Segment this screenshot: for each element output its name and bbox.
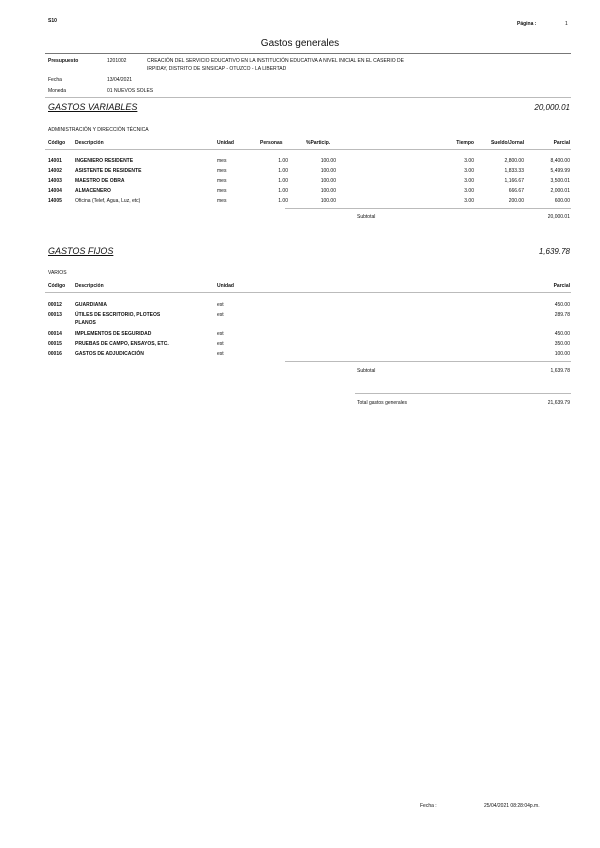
row-description: ALMACENERO [75,188,111,194]
row-partial: 2,000.01 [550,188,570,194]
budget-description-line2: IRPIDAY, DISTRITO DE SINSICAP - OTUZCO - LA LIBERTAD [147,66,287,72]
col-code: Código [48,140,66,146]
row-partial: 289.78 [554,312,570,318]
budget-description-line1: CREACIÓN DEL SERVICIO EDUCATIVO EN LA INSTITUCIÓN EDUCATIVA A NIVEL INICIAL EN EL CASERIO DE [147,58,405,64]
currency-label: Moneda [48,88,67,94]
row-unit: mes [217,188,227,194]
row-partial: 450.00 [554,331,570,337]
col-partial: Parcial [553,140,570,146]
row-persons: 1.00 [278,178,288,184]
row-description: MAESTRO DE OBRA [75,178,125,184]
row-time: 3.00 [464,188,474,194]
row-description: GUARDIANIA [75,302,107,308]
row-persons: 1.00 [278,198,288,204]
row-partial: 350.00 [554,341,570,347]
row-persons: 1.00 [278,168,288,174]
col-participation: %Particip. [306,140,331,146]
row-time: 3.00 [464,178,474,184]
row-unit: mes [217,178,227,184]
col-persons: Personas [260,140,283,146]
variables-section-title: GASTOS VARIABLES [48,102,138,112]
col-partial: Parcial [553,283,570,289]
row-unit: est [217,331,224,337]
grand-total-label: Total gastos generales [357,400,408,406]
fixed-header-divider [45,292,571,293]
fixed-subheading: VARIOS [48,270,67,276]
row-salary: 1,833.33 [504,168,524,174]
row-persons: 1.00 [278,158,288,164]
row-partial: 450.00 [554,302,570,308]
fixed-subtotal-label: Subtotal [357,368,376,374]
row-time: 3.00 [464,198,474,204]
row-salary: 666.67 [508,188,524,194]
row-code: 14002 [48,168,62,174]
col-description: Descripción [75,140,104,146]
page-label: Página : [517,21,537,27]
row-description: Oficina (Telef, Agua, Luz, etc) [75,198,141,204]
row-code: 00013 [48,312,62,318]
grand-total-value: 21,639.79 [547,400,570,406]
row-code: 14005 [48,198,62,204]
date-value: 13/04/2021 [107,77,133,83]
fixed-section-total: 1,639.78 [538,247,570,256]
variables-header-divider [45,149,571,150]
page-number: 1 [565,21,568,27]
row-description: ASISTENTE DE RESIDENTE [75,168,142,174]
row-participation: 100.00 [320,188,336,194]
row-unit: est [217,302,224,308]
fixed-section-title: GASTOS FIJOS [48,246,114,256]
fixed-subtotal-divider [285,361,571,362]
variables-subheading: ADMINISTRACIÓN Y DIRECCIÓN TÉCNICA [48,127,149,133]
row-unit: est [217,351,224,357]
budget-code: 1201002 [107,58,127,64]
company-logo-text: S10 [48,18,57,24]
col-salary: Sueldo/Jornal [490,140,524,146]
variables-section-total: 20,000.01 [534,103,570,112]
col-description: Descripción [75,283,104,289]
row-partial: 8,400.00 [550,158,570,164]
variables-subtotal-label: Subtotal [357,214,376,220]
row-salary: 200.00 [508,198,524,204]
row-time: 3.00 [464,168,474,174]
variables-subtotal-value: 20,000.01 [547,214,570,220]
row-description: ÚTILES DE ESCRITORIO, PLOTEOS [75,312,161,318]
footer-date-label: Fecha : [420,803,437,809]
col-time: Tiempo [456,140,474,146]
row-participation: 100.00 [320,198,336,204]
col-code: Código [48,283,66,289]
row-code: 00014 [48,331,62,337]
row-description: IMPLEMENTOS DE SEGURIDAD [75,331,152,337]
fixed-subtotal-value: 1,639.78 [550,368,570,374]
row-participation: 100.00 [320,158,336,164]
row-unit: mes [217,198,227,204]
row-persons: 1.00 [278,188,288,194]
row-salary: 1,166.67 [504,178,524,184]
row-description-continued: PLANOS [75,320,96,326]
row-unit: mes [217,158,227,164]
row-code: 14003 [48,178,62,184]
col-unit: Unidad [217,140,234,146]
row-code: 00015 [48,341,62,347]
header-divider [45,53,571,54]
row-partial: 5,499.99 [550,168,570,174]
row-salary: 2,800.00 [504,158,524,164]
grand-total-divider [355,393,571,394]
row-partial: 100.00 [554,351,570,357]
variables-subtotal-divider [285,208,571,209]
row-partial: 600.00 [554,198,570,204]
row-code: 00016 [48,351,62,357]
row-unit: est [217,341,224,347]
row-description: PRUEBAS DE CAMPO, ENSAYOS, ETC. [75,341,169,347]
row-description: INGENIERO RESIDENTE [75,158,134,164]
row-participation: 100.00 [320,178,336,184]
row-unit: mes [217,168,227,174]
row-code: 14004 [48,188,62,194]
row-participation: 100.00 [320,168,336,174]
footer-date-value: 25/04/2021 08:28:04p.m. [484,803,540,809]
row-description: GASTOS DE ADJUDICACIÓN [75,351,144,357]
meta-divider [45,97,571,98]
currency-value: 01 NUEVOS SOLES [107,88,154,94]
budget-label: Presupuesto [48,58,79,64]
date-label: Fecha [48,77,62,83]
row-partial: 3,500.01 [550,178,570,184]
col-unit: Unidad [217,283,234,289]
row-code: 14001 [48,158,62,164]
page-title: Gastos generales [260,38,340,49]
row-unit: est [217,312,224,318]
row-code: 00012 [48,302,62,308]
row-time: 3.00 [464,158,474,164]
